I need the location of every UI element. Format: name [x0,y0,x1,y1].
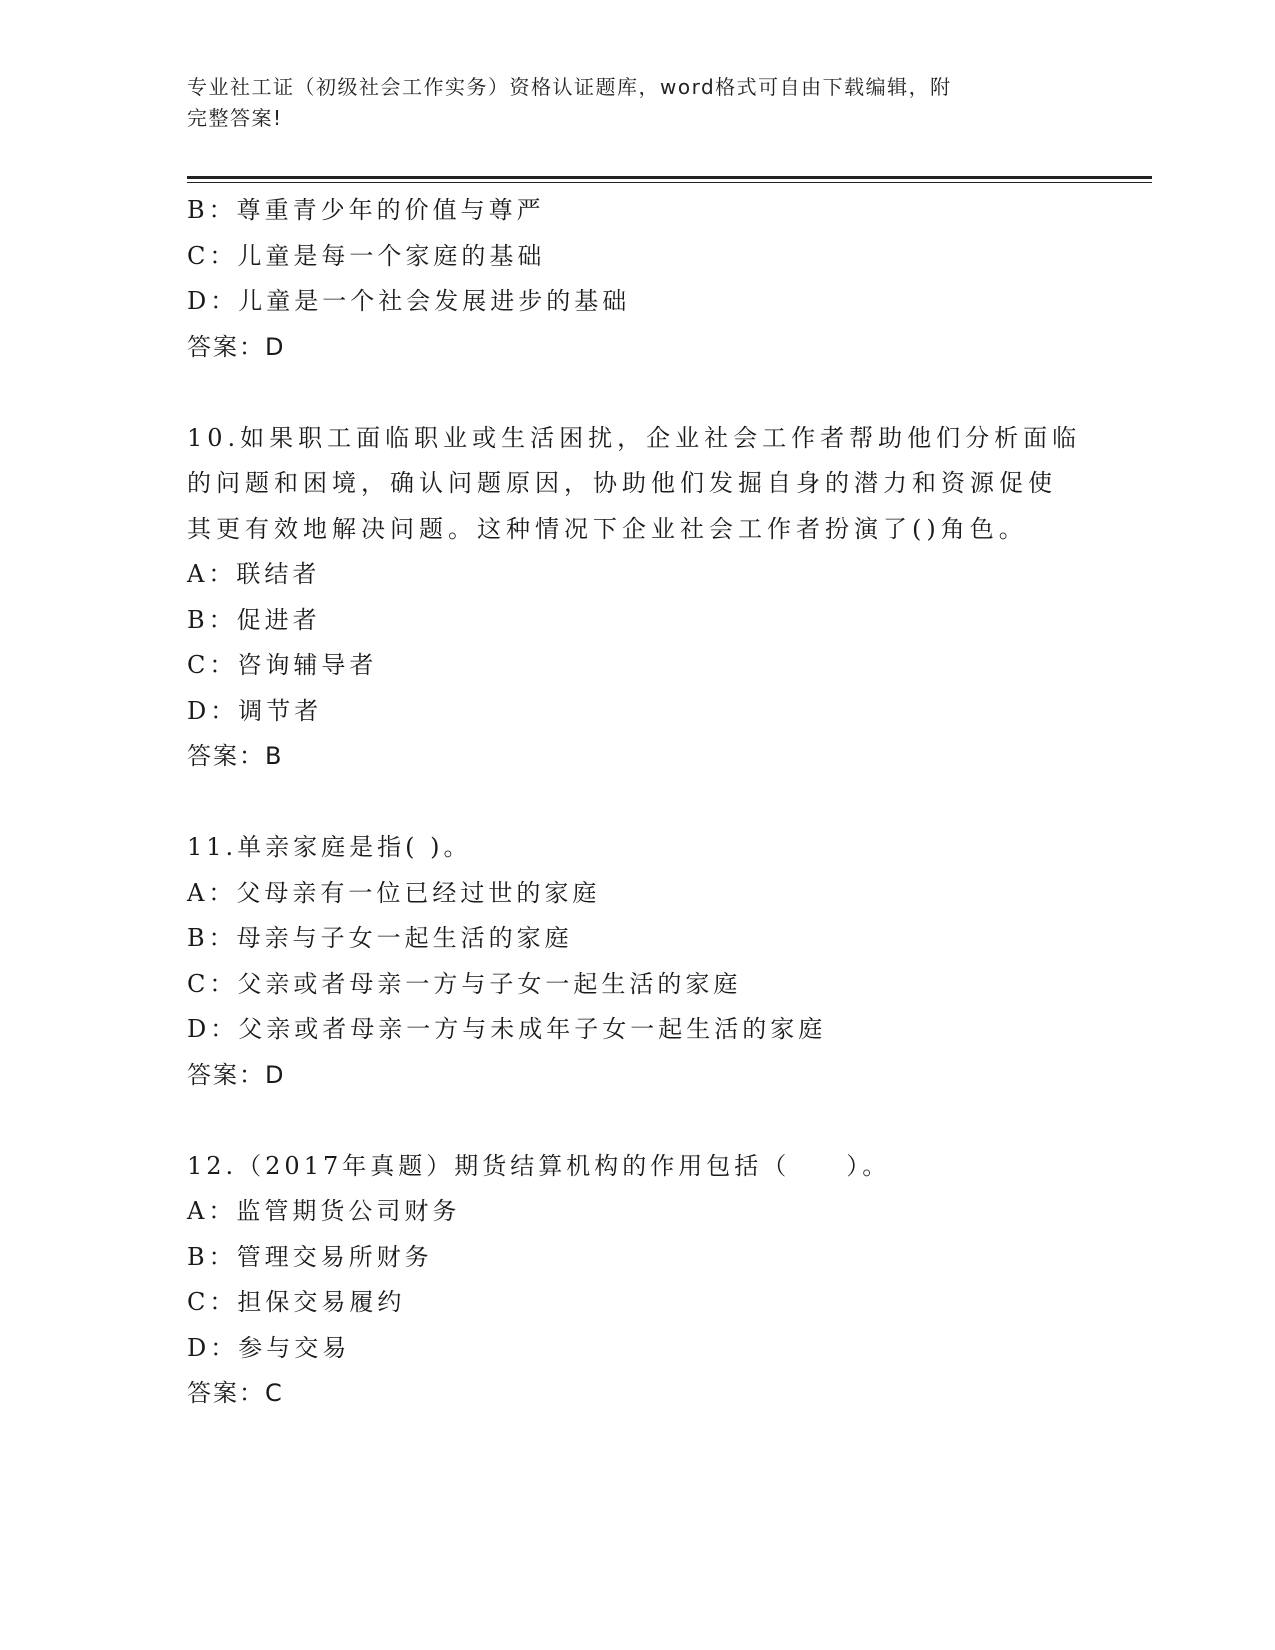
option-a: A：父母亲有一位已经过世的家庭 [187,878,601,907]
spacer [187,1098,1087,1144]
question-stem-line: 10.如果职工面临职业或生活困扰，企业社会工作者帮助他们分析面临 [187,423,1082,452]
spacer [187,370,1087,416]
header-line-2: 完整答案! [187,106,283,130]
question-11 [187,825,1087,1098]
option-b: B：母亲与子女一起生活的家庭 [187,924,573,952]
option-c: C：担保交易履约 [187,1288,406,1316]
option-c: C：儿童是每一个家庭的基础 [187,241,546,270]
option-d: D：参与交易 [187,1333,351,1362]
answer: 答案：D [187,332,286,361]
question-10 [187,416,1087,780]
header-line-1: 专业社工证（初级社会工作实务）资格认证题库，word格式可自由下载编辑，附 [187,75,952,99]
question-stem-line: 其更有效地解决问题。这种情况下企业社会工作者扮演了()角色。 [187,514,1028,543]
option-d: D：儿童是一个社会发展进步的基础 [187,287,631,315]
option-a: A：联结者 [187,560,321,588]
answer: 答案：B [187,742,284,770]
header-divider-thick [187,176,1152,179]
option-d: D：调节者 [187,696,323,725]
option-c: C：父亲或者母亲一方与子女一起生活的家庭 [187,969,742,998]
question-stem: 11.单亲家庭是指( )。 [187,833,472,861]
option-d: D：父亲或者母亲一方与未成年子女一起生活的家庭 [187,1015,827,1043]
question-stem-line: 的问题和困境，确认问题原因，协助他们发掘自身的潜力和资源促使 [187,469,1057,497]
option-b: B：尊重青少年的价值与尊严 [187,196,545,224]
question-stem: 12.（2017年真题）期货结算机构的作用包括（ ）。 [187,1151,891,1180]
question-12 [187,1144,1087,1417]
spacer [187,780,1087,826]
question-9 [187,188,1087,370]
question-list [187,188,1087,1417]
option-b: B：促进者 [187,605,321,634]
option-c: C：咨询辅导者 [187,651,378,679]
header-divider-thin [187,182,1152,183]
page-header [187,72,1067,134]
option-a: A：监管期货公司财务 [187,1197,461,1225]
option-b: B：管理交易所财务 [187,1242,433,1271]
answer: 答案：D [187,1060,286,1089]
answer: 答案：C [187,1379,284,1407]
